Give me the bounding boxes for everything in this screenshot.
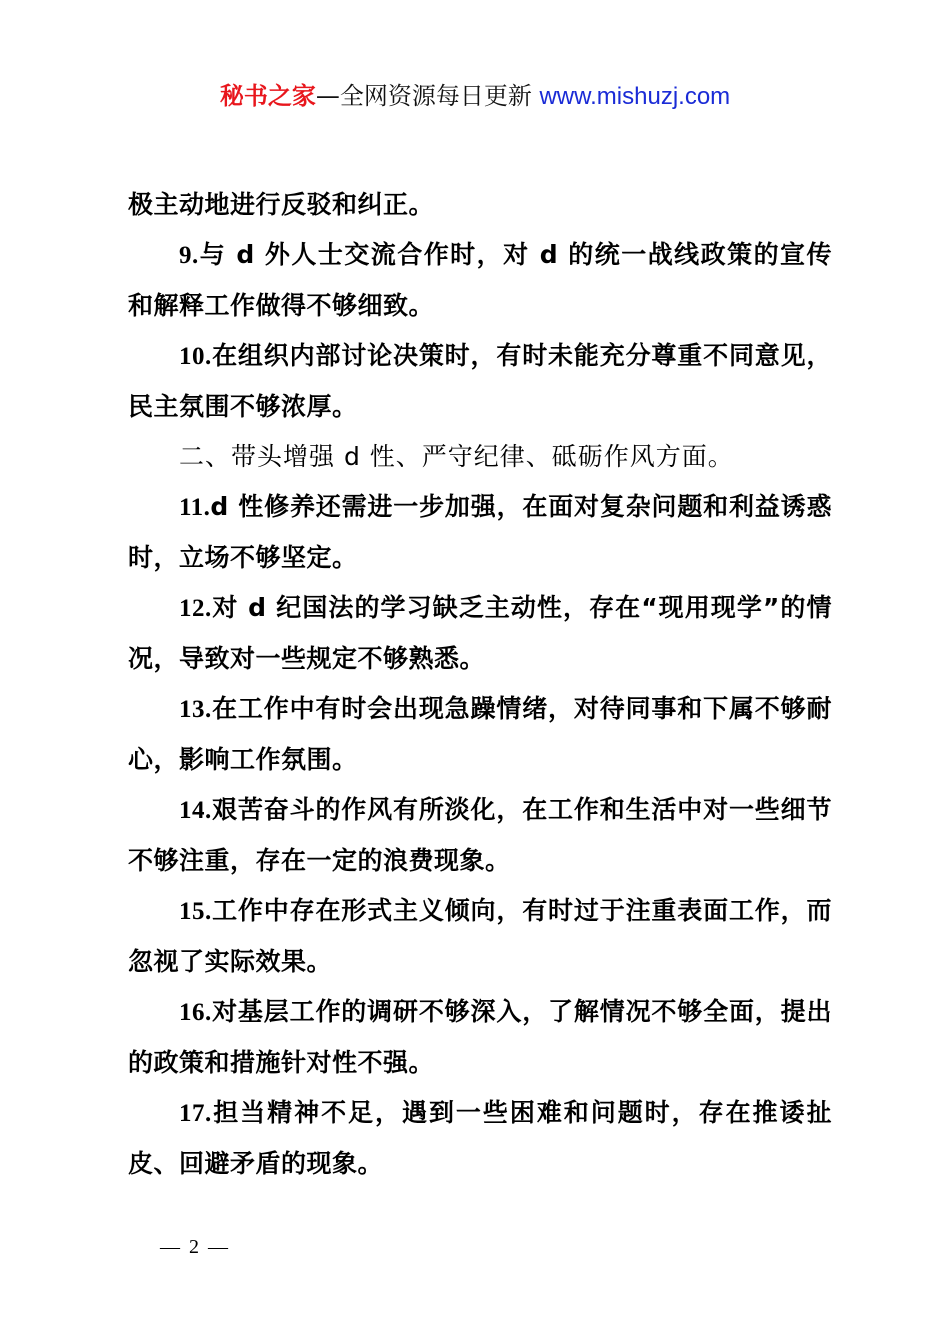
list-item <box>128 331 832 432</box>
item-number: 10. <box>179 343 212 370</box>
item-text: 对基层工作的调研不够深入，了解情况不够全面，提出的政策和措施针对性不强。 <box>128 997 832 1077</box>
list-item <box>128 583 832 684</box>
site-brand: 秘书之家 <box>219 82 316 110</box>
item-text: 在组织内部讨论决策时，有时未能充分尊重不同意见，民主氛围不够浓厚。 <box>128 341 832 421</box>
list-item <box>128 987 832 1088</box>
item-number: 14. <box>179 797 212 824</box>
section-heading-text: 二、带头增强 d 性、严守纪律、砥砺作风方面。 <box>179 442 734 471</box>
list-item <box>128 1088 832 1189</box>
item-text: 工作中存在形式主义倾向，有时过于注重表面工作，而忽视了实际效果。 <box>128 896 832 976</box>
item-number: 9. <box>179 242 199 269</box>
item-text: 艰苦奋斗的作风有所淡化，在工作和生活中对一些细节不够注重，存在一定的浪费现象。 <box>128 795 832 875</box>
list-item <box>128 886 832 987</box>
item-text: d 性修养还需进一步加强，在面对复杂问题和利益诱惑时，立场不够坚定。 <box>128 492 832 572</box>
item-number: 12. <box>179 595 212 622</box>
document-body <box>128 180 832 1189</box>
paragraph-text: 极主动地进行反驳和纠正。 <box>128 190 435 219</box>
item-number: 15. <box>179 898 212 925</box>
site-tagline: 全网资源每日更新 <box>339 82 532 110</box>
section-heading <box>128 432 832 482</box>
site-url-link[interactable]: www.mishuzj.com <box>539 83 731 110</box>
list-item <box>128 482 832 583</box>
site-header <box>0 80 950 113</box>
item-number: 11. <box>179 494 211 521</box>
item-text: 对 d 纪国法的学习缺乏主动性，存在“现用现学”的情况，导致对一些规定不够熟悉。 <box>128 593 832 673</box>
item-text: 在工作中有时会出现急躁情绪，对待同事和下属不够耐心，影响工作氛围。 <box>128 694 832 774</box>
paragraph-continuation <box>128 180 832 230</box>
item-number: 16. <box>179 999 212 1026</box>
item-number: 13. <box>179 696 212 723</box>
item-text: 与 d 外人士交流合作时，对 d 的统一战线政策的宣传和解释工作做得不够细致。 <box>128 240 832 320</box>
item-text: 担当精神不足，遇到一些困难和问题时，存在推诿扯皮、回避矛盾的现象。 <box>128 1098 832 1178</box>
item-number: 17. <box>179 1100 212 1127</box>
list-item <box>128 785 832 886</box>
list-item <box>128 230 832 331</box>
list-item <box>128 684 832 785</box>
page-number: — 2 — <box>160 1236 230 1258</box>
header-dash: — <box>315 82 340 110</box>
